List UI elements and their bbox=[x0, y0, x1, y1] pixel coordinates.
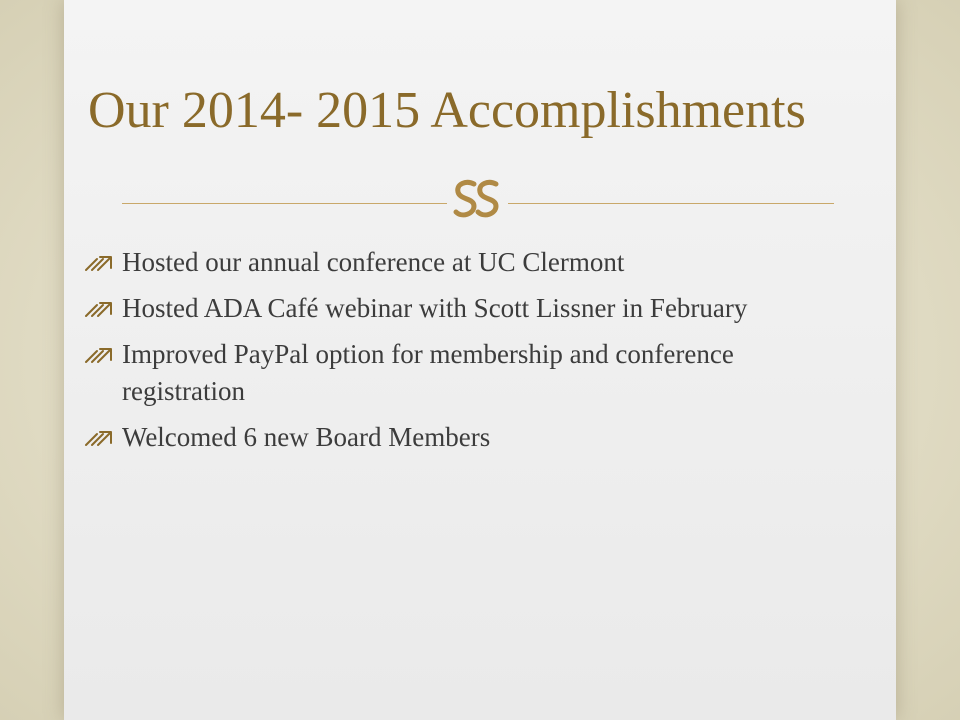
feather-arrow-icon bbox=[84, 299, 114, 319]
list-item bbox=[84, 419, 844, 456]
bullet-text: Hosted our annual conference at UC Clermont bbox=[122, 247, 625, 277]
bullet-text: Hosted ADA Café webinar with Scott Lissner in February bbox=[122, 293, 748, 323]
title-divider-right bbox=[508, 203, 834, 204]
feather-arrow-icon bbox=[84, 345, 114, 365]
list-item bbox=[84, 244, 844, 281]
list-item bbox=[84, 336, 844, 410]
bullet-list bbox=[84, 244, 844, 465]
double-s-flourish-icon bbox=[450, 176, 506, 224]
feather-arrow-icon bbox=[84, 253, 114, 273]
slide-title: Our 2014- 2015 Accomplishments bbox=[88, 82, 806, 139]
title-divider-left bbox=[122, 203, 447, 204]
feather-arrow-icon bbox=[84, 428, 114, 448]
bullet-text: Welcomed 6 new Board Members bbox=[122, 422, 491, 452]
list-item bbox=[84, 290, 844, 327]
bullet-text: Improved PayPal option for membership and conference registration bbox=[122, 339, 734, 406]
